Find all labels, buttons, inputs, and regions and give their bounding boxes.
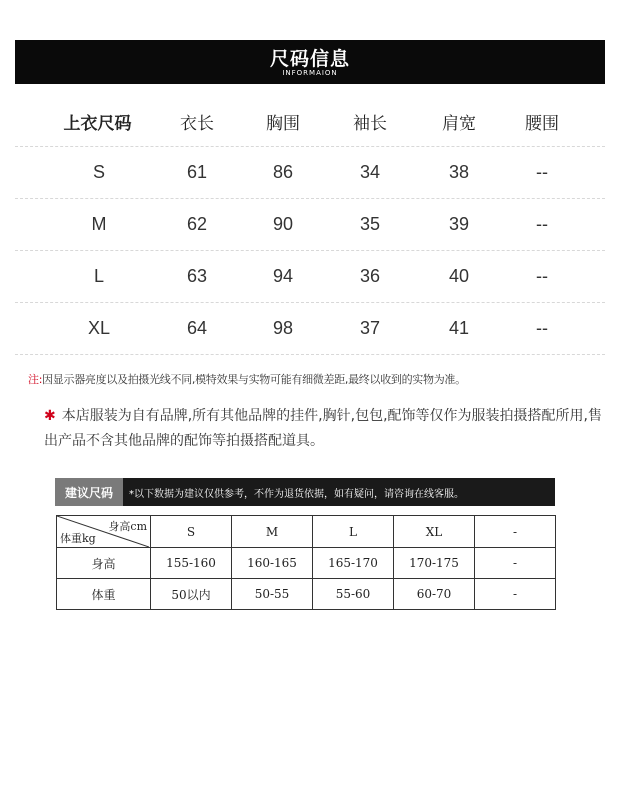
note-label: 注:: [28, 373, 43, 386]
sleeve-value: 36: [359, 266, 381, 286]
length-value: 61: [186, 162, 208, 182]
row-label-weight: 体重: [57, 579, 151, 610]
advice-bar: [55, 478, 555, 506]
table-row: [57, 579, 556, 610]
header-sleeve: 袖长: [353, 113, 387, 134]
chest-value: 90: [272, 214, 294, 234]
header-size: 上衣尺码: [63, 113, 132, 134]
weight-value: 50以内: [151, 579, 232, 610]
weight-value: 50-55: [232, 579, 313, 610]
size-table-header: [15, 96, 605, 147]
shoulder-value: 41: [448, 318, 470, 338]
size-label: S: [92, 162, 105, 182]
banner-subtitle: INFORMAION: [282, 69, 338, 77]
length-value: 62: [186, 214, 208, 234]
advice-col-empty: -: [475, 516, 556, 548]
shoulder-value: 40: [448, 266, 470, 286]
header-length: 衣长: [180, 113, 214, 134]
advice-label: 建议尺码: [55, 478, 123, 506]
sleeve-value: 34: [359, 162, 381, 182]
table-row: [15, 251, 605, 303]
shoulder-value: 38: [448, 162, 470, 182]
height-value: 170-175: [394, 548, 475, 579]
waist-value: --: [536, 214, 548, 234]
waist-value: --: [536, 162, 548, 182]
size-label: XL: [87, 318, 111, 338]
chest-value: 94: [272, 266, 294, 286]
advice-col-l: L: [313, 516, 394, 548]
chest-value: 98: [272, 318, 294, 338]
advice-col-m: M: [232, 516, 313, 548]
table-row: [57, 548, 556, 579]
brand-note-text: 本店服装为自有品牌,所有其他品牌的挂件,胸针,包包,配饰等仅作为服装拍摄搭配所用,售出产品不含其他品牌的配饰等拍摄搭配道具。: [44, 408, 602, 449]
disclaimer-note: [28, 371, 466, 387]
weight-value: 55-60: [313, 579, 394, 610]
advice-col-s: S: [151, 516, 232, 548]
table-row: [15, 147, 605, 199]
advice-col-xl: XL: [394, 516, 475, 548]
height-value: -: [475, 548, 556, 579]
corner-cell: [57, 516, 151, 548]
corner-height-label: 身高cm: [108, 520, 147, 533]
size-label: M: [91, 214, 107, 234]
waist-value: --: [536, 266, 548, 286]
size-table: [15, 96, 605, 355]
waist-value: --: [536, 318, 548, 338]
sleeve-value: 35: [359, 214, 381, 234]
table-row: [15, 199, 605, 251]
header-shoulder: 肩宽: [442, 113, 476, 134]
height-value: 160-165: [232, 548, 313, 579]
note-text: 因显示器亮度以及拍摄光线不同,模特效果与实物可能有细微差距,最终以收到的实物为准。: [42, 373, 466, 386]
header-chest: 胸围: [266, 113, 300, 134]
table-row: [15, 303, 605, 355]
height-value: 155-160: [151, 548, 232, 579]
shoulder-value: 39: [448, 214, 470, 234]
advice-note: *以下数据为建议仅供参考，不作为退货依据，如有疑问，请咨询在线客服。: [123, 478, 555, 506]
brand-note: [44, 404, 604, 454]
length-value: 63: [186, 266, 208, 286]
title-banner: [15, 40, 605, 84]
weight-value: 60-70: [394, 579, 475, 610]
asterisk-icon: ✱: [44, 408, 56, 424]
banner-title: 尺码信息: [269, 48, 350, 70]
header-waist: 腰围: [525, 113, 559, 134]
weight-value: -: [475, 579, 556, 610]
advice-header-row: [57, 516, 556, 548]
size-label: L: [93, 266, 104, 286]
corner-weight-label: 体重kg: [60, 532, 96, 545]
length-value: 64: [186, 318, 208, 338]
advice-table: [56, 515, 556, 610]
height-value: 165-170: [313, 548, 394, 579]
sleeve-value: 37: [359, 318, 381, 338]
chest-value: 86: [272, 162, 294, 182]
row-label-height: 身高: [57, 548, 151, 579]
